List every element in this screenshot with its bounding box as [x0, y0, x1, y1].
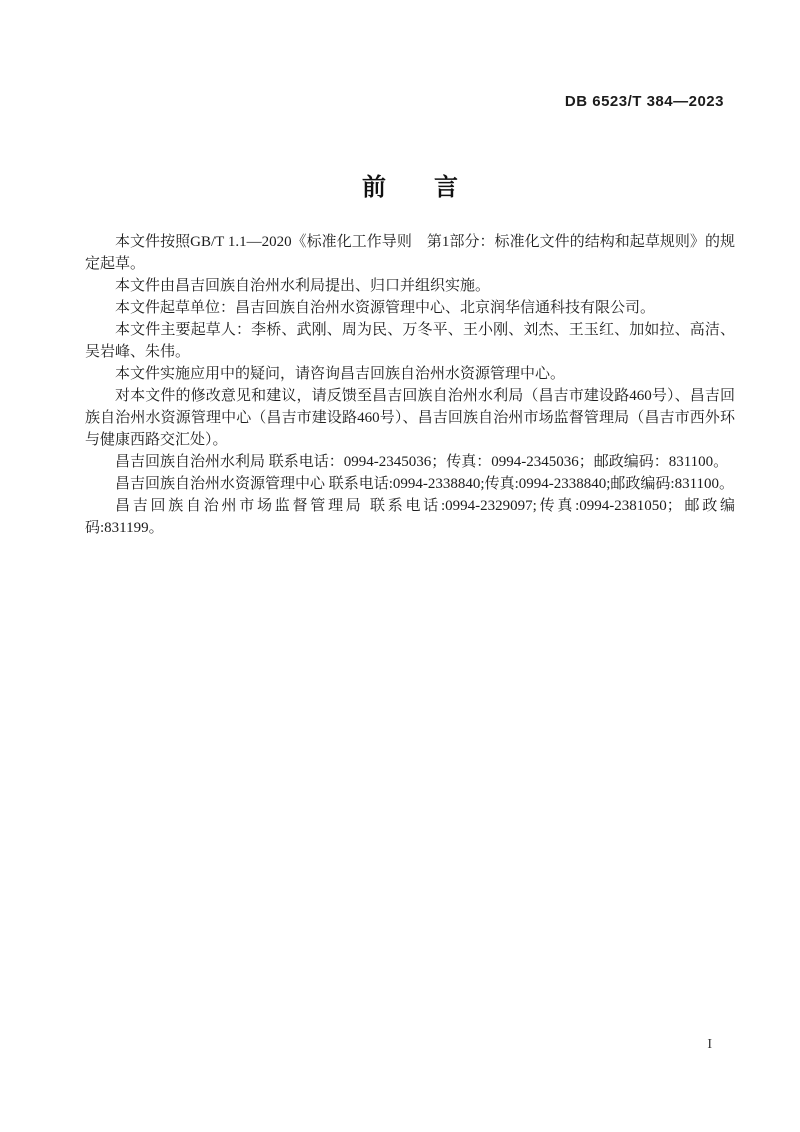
foreword-paragraph-feedback-addresses: 对本文件的修改意见和建议，请反馈至昌吉回族自治州水利局（昌吉市建设路460号）、昌吉回族自治州水资源管理中心（昌吉市建设路460号）、昌吉回族自治州市场监督管理局（昌吉市西外环与健康西路交汇处）。: [85, 388, 735, 448]
foreword-contact-water-resources-center: 昌吉回族自治州水资源管理中心 联系电话:0994-2338840;传真:0994-2338840;邮政编码:831100。: [115, 476, 735, 492]
page-title: 前 言: [362, 174, 458, 201]
foreword-paragraph-implementation-questions: 本文件实施应用中的疑问，请咨询昌吉回族自治州水资源管理中心。: [115, 366, 566, 382]
standard-number: DB 6523/T 384—2023: [564, 93, 724, 110]
foreword-paragraph-drafting-rules: 本文件按照GB/T 1.1—2020《标准化工作导则 第1部分：标准化文件的结构和起草规则》的规定起草。: [85, 234, 735, 272]
foreword-contact-water-bureau: 昌吉回族自治州水利局 联系电话：0994-2345036；传真：0994-2345036；邮政编码：831100。: [115, 454, 729, 470]
foreword-paragraph-main-drafters: 本文件主要起草人：李桥、武刚、周为民、万冬平、王小刚、刘杰、王玉红、加如拉、高洁、吴岩峰、朱伟。: [85, 322, 735, 360]
foreword-paragraph-proposed-by: 本文件由昌吉回族自治州水利局提出、归口并组织实施。: [115, 278, 491, 294]
foreword-paragraph-drafting-organizations: 本文件起草单位：昌吉回族自治州水资源管理中心、北京润华信通科技有限公司。: [115, 300, 656, 316]
foreword-contact-market-supervision-bureau: 昌吉回族自治州市场监督管理局 联系电话:0994-2329097;传真:0994-2381050；邮政编码:831199。: [85, 498, 735, 536]
page-number: I: [707, 1037, 712, 1052]
foreword-body: [85, 231, 735, 539]
